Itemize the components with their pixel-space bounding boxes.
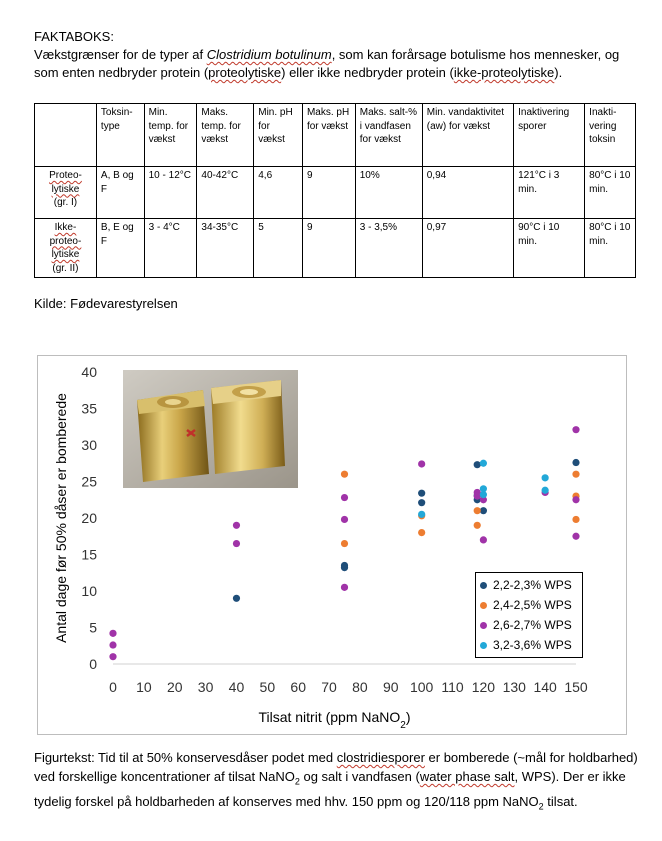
x-tick-label: 50: [259, 679, 276, 695]
data-point: [542, 474, 549, 481]
table-cell: 0,94: [422, 167, 513, 219]
factbox-description: Vækstgrænser for de typer af Clostridium botulinum, som kan forårsage botulisme hos mennesker, og som enten nedbryder protein (proteolytiske) eller ikke nedbryder protein (ikke-proteolytiske).: [34, 47, 620, 80]
tin-cans-photo: [123, 370, 298, 488]
x-tick-label: 10: [136, 679, 152, 695]
y-tick-label: 25: [81, 473, 97, 490]
x-tick-label: 150: [564, 679, 588, 695]
x-tick-label: 120: [471, 679, 496, 695]
legend-marker: [480, 642, 487, 649]
data-point: [572, 516, 579, 523]
data-point: [109, 630, 116, 637]
header-cell: Min. pH for vækst: [254, 104, 303, 167]
data-point: [542, 487, 549, 494]
data-point: [474, 493, 481, 500]
legend-label: 2,6-2,7% WPS: [493, 618, 572, 632]
data-point: [572, 471, 579, 478]
y-tick-label: 40: [81, 364, 97, 380]
table-cell: 3 - 4°C: [144, 219, 197, 278]
x-tick-label: 70: [321, 679, 337, 695]
x-tick-label: 100: [409, 679, 434, 695]
y-tick-label: 15: [81, 546, 97, 563]
header-cell: Inaktivering sporer: [514, 104, 585, 167]
y-tick-label: 35: [81, 400, 97, 417]
table-cell: 5: [254, 219, 303, 278]
data-point: [572, 426, 579, 433]
data-point: [572, 533, 579, 540]
legend-item: [480, 595, 578, 615]
header-cell: Maks. temp. for vækst: [197, 104, 254, 167]
x-tick-label: 110: [441, 679, 464, 695]
header-cell: Toksin-type: [96, 104, 144, 167]
data-point: [572, 459, 579, 466]
data-point: [109, 641, 116, 648]
data-point: [418, 529, 425, 536]
table-cell: A, B og F: [96, 167, 144, 219]
x-tick-label: 30: [197, 679, 214, 695]
data-point: [233, 595, 240, 602]
table-cell: B, E og F: [96, 219, 144, 278]
table-cell: 121°C i 3 min.: [514, 167, 585, 219]
legend-marker: [480, 602, 487, 609]
data-point: [418, 511, 425, 518]
group-cell: Ikke-proteo-lytiske (gr. II): [35, 219, 97, 278]
table-cell: 10 - 12°C: [144, 167, 197, 219]
table-cell: 80°C i 10 min.: [585, 167, 636, 219]
legend-label: 2,2-2,3% WPS: [493, 578, 572, 592]
data-point: [233, 540, 240, 547]
header-cell: Maks. pH for vækst: [302, 104, 355, 167]
data-point: [109, 653, 116, 660]
y-tick-label: 0: [89, 656, 97, 672]
legend-label: 2,4-2,5% WPS: [493, 598, 572, 612]
x-tick-label: 80: [352, 679, 368, 695]
x-axis-label: Tilsat nitrit (ppm NaNO$_2$): [258, 709, 411, 731]
x-tick-label: 140: [533, 679, 557, 695]
x-tick-label: 40: [228, 679, 245, 695]
organism-name: Clostridium botulinum: [206, 47, 332, 62]
data-point: [341, 540, 348, 547]
data-point: [474, 461, 481, 468]
table-cell: 40-42°C: [197, 167, 254, 219]
data-point: [480, 491, 487, 498]
header-cell: Maks. salt-% i vandfasen for vækst: [355, 104, 422, 167]
table-cell: 34-35°C: [197, 219, 254, 278]
data-point: [474, 522, 481, 529]
data-point: [572, 496, 579, 503]
x-tick-label: 90: [383, 679, 399, 695]
table-cell: 10%: [355, 167, 422, 219]
source-line: Kilde: Fødevarestyrelsen: [34, 296, 178, 311]
data-point: [480, 460, 487, 467]
header-cell: Inakti-vering toksin: [585, 104, 636, 167]
header-cell: Min. vandaktivitet (aw) for vækst: [422, 104, 513, 167]
data-point: [474, 507, 481, 514]
figure-caption: Figurtekst: Tid til at 50% konservesdåser podet med clostridiesporer er bomberede (~mål for holdbarhed) ved forskellige koncentrationer af tilsat NaNO$_2$ og salt i vandfasen (water phase salt, WPS). Der er ikke tydelig forskel på holdbarheden af konserves med hhv. 150 ppm og 120/118 ppm NaNO$_2$ tilsat.: [34, 750, 638, 812]
data-point: [341, 494, 348, 501]
y-tick-label: 5: [89, 619, 97, 636]
y-tick-label: 20: [81, 510, 97, 526]
group-cell: Proteo-lytiske (gr. I): [35, 167, 97, 219]
data-point: [341, 516, 348, 523]
x-tick-label: 130: [502, 679, 526, 695]
data-point: [341, 471, 348, 478]
legend-item: [480, 635, 578, 655]
table-cell: 3 - 3,5%: [355, 219, 422, 278]
data-point: [233, 522, 240, 529]
data-point: [418, 499, 425, 506]
x-tick-label: 60: [290, 679, 306, 695]
legend-item: [480, 615, 578, 635]
table-cell: 80°C i 10 min.: [585, 219, 636, 278]
data-point: [341, 564, 348, 571]
x-tick-label: 0: [109, 679, 117, 695]
legend-marker: [480, 622, 487, 629]
legend-label: 3,2-3,6% WPS: [493, 638, 572, 652]
x-tick-label: 20: [166, 679, 183, 695]
y-axis-label: Antal dage før 50% dåser er bomberede: [53, 393, 69, 643]
chart-legend: [475, 572, 583, 658]
data-point: [418, 490, 425, 497]
data-point: [418, 460, 425, 467]
table-cell: 0,97: [422, 219, 513, 278]
data-point: [480, 507, 487, 514]
factbox-heading: FAKTABOKS:: [34, 29, 114, 44]
header-cell: Min. temp. for vækst: [144, 104, 197, 167]
table-cell: 9: [302, 167, 355, 219]
y-tick-label: 30: [81, 437, 97, 453]
data-point: [341, 584, 348, 591]
legend-marker: [480, 582, 487, 589]
table-cell: 4,6: [254, 167, 303, 219]
data-point: [480, 536, 487, 543]
y-tick-label: 10: [81, 583, 97, 599]
table-cell: 90°C i 10 min.: [514, 219, 585, 278]
table-cell: 9: [302, 219, 355, 278]
legend-item: [480, 575, 578, 595]
